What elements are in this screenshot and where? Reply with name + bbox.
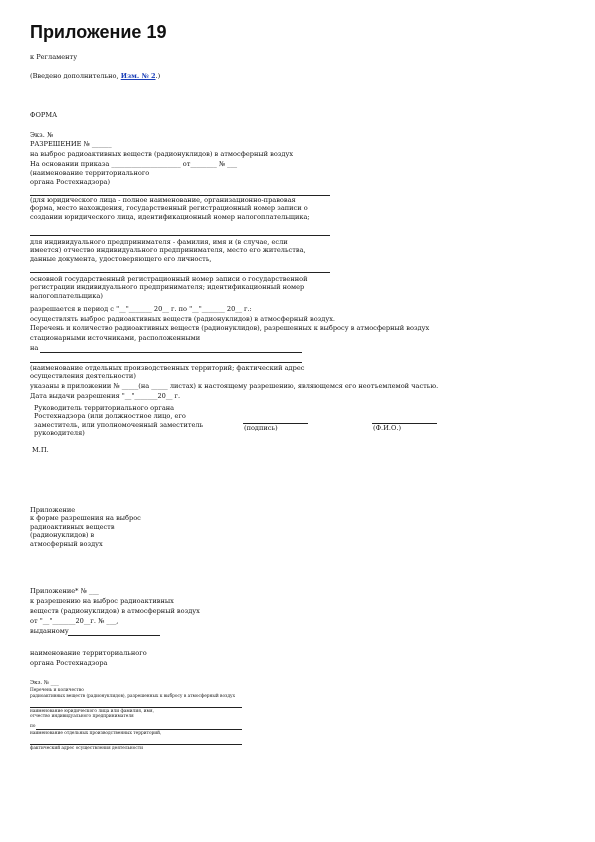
appendix-list-subtitle: радиоактивных веществ (радионуклидов), разрешенных к выбросу в атмосферный воздух [30,694,235,699]
territories-caption [30,364,304,381]
appendix-header-line: Приложение [30,506,76,514]
issued-to-line [68,635,160,636]
divider [30,272,330,273]
list-and-quantity-text: Перечень и количество радиоактивных веществ (радионуклидов), разрешенных к выбросу в атмосферный воздух [30,324,430,332]
form-label: ФОРМА [30,111,58,119]
permit-subject: на выброс радиоактивных веществ (радионуклидов) в атмосферный воздух [30,150,294,158]
appendix-authority-line: наименование территориального [30,649,147,657]
individual-line: данные документа, удостоверяющего его личность, [30,254,212,263]
introduced-note [30,72,160,80]
head-signatory [34,404,203,438]
divider [30,235,330,236]
stationary-sources-text: стационарными источниками, расположенными [30,334,201,342]
appendix-location-prefix: по [30,724,36,729]
carry-out-text: осуществлять выброс радиоактивных веществ (радионуклидов) в атмосферный воздух. [30,315,336,323]
appendix-header-line: атмосферный воздух [30,539,103,548]
appendix-list-title: Перечень и количество [30,688,84,693]
appendix-location-line [36,729,242,730]
authority-caption-2: органа Ростехнадзора) [30,178,111,186]
location-line [40,352,302,353]
appendix-reference: указаны в приложении № _____(на _____ листах) к настоящему разрешению, являющемся его неотъемлемой частью. [30,382,439,390]
appendix-block [30,586,200,636]
territories-line: осуществления деятельности) [30,372,136,381]
legal-entity-line: (для юридического лица - полное наименование, организационно-правовая [30,196,296,204]
appendix-entity-caption [30,709,154,720]
reglament-reference: к Регламенту [30,53,78,61]
legal-entity-caption [30,196,310,221]
appendix-entity-line: отчество индивидуального предпринимателя [30,714,134,720]
head-line: Ростехнадзора (или должностное лицо, его [34,412,186,421]
divider [30,362,302,363]
registration-caption [30,275,307,300]
permit-title: РАЗРЕШЕНИЕ № ______ [30,140,112,148]
appendix-address-caption: фактический адрес осуществления деятельности [30,746,144,751]
copy-number: Экз. № [30,131,54,139]
appendix-header [30,506,141,548]
divider [30,707,242,708]
individual-caption [30,238,306,263]
appendix-entity-line: наименование юридического лица или фамилия, имя, [30,709,154,714]
head-line: руководителя) [34,429,85,438]
appendix-header-line: к форме разрешения на выброс [30,514,141,523]
amendment-link[interactable]: Изм. № 2 [120,72,156,80]
fio-caption: (Ф.И.О.) [373,424,402,432]
individual-line: имеется) отчество индивидуального предпринимателя, место его жительства, [30,246,306,255]
registration-line: основной государственный регистрационный номер записи о государственной [30,275,308,283]
appendix-block-line: веществ (радионуклидов) в атмосферный воздух [30,607,200,615]
issue-date: Дата выдачи разрешения "__"_______20__ г. [30,392,181,400]
appendix-header-line: (радионуклидов) в [30,531,95,540]
individual-line: для индивидуального предпринимателя - фамилия, имя и (в случае, если [30,238,288,246]
legal-entity-line: создании юридического лица, идентификационный номер налогоплательщика; [30,212,310,221]
introduced-prefix: (Введено дополнительно, [30,72,121,80]
legal-entity-line: форма, место нахождения, государственный регистрационный номер записи о [30,204,308,213]
appendix-block-line: Приложение* № ___ [30,587,99,595]
page-title: Приложение 19 [30,22,167,42]
basis-order: На основании приказа _____________________ от________ № ___ [30,160,238,168]
appendix-authority [30,648,147,668]
registration-line: регистрации индивидуального предпринимателя; идентификационный номер [30,283,305,292]
introduced-suffix: .) [155,72,161,80]
permitted-period: разрешается в период с "__"_______ 20__ г. по "__"_______ 20__ г.: [30,305,252,313]
head-line: заместитель, или уполномоченный заместитель [34,420,204,429]
appendix-header-line: радиоактивных веществ [30,522,115,531]
signature-caption: (подпись) [244,424,278,432]
location-prefix: на [30,344,39,352]
territories-line: (наименование отдельных производственных территорий; фактический адрес [30,364,305,372]
stamp-placeholder: М.П. [32,446,49,454]
appendix-block-line: выданному [30,627,69,635]
head-line: Руководитель территориального органа [34,404,175,412]
appendix-authority-line: органа Ростехнадзора [30,659,108,667]
authority-caption: (наименование территориального [30,169,150,177]
registration-line: налогоплательщика) [30,291,103,300]
appendix-territory-caption: наименование отдельных производственных территорий, [30,731,162,736]
appendix-block-line: от "__"_______20__г. № ___, [30,617,119,625]
appendix-block-line: к разрешению на выброс радиоактивных [30,597,174,605]
appendix-copy-number: Экз. № ___ [30,680,59,686]
divider [30,744,242,745]
